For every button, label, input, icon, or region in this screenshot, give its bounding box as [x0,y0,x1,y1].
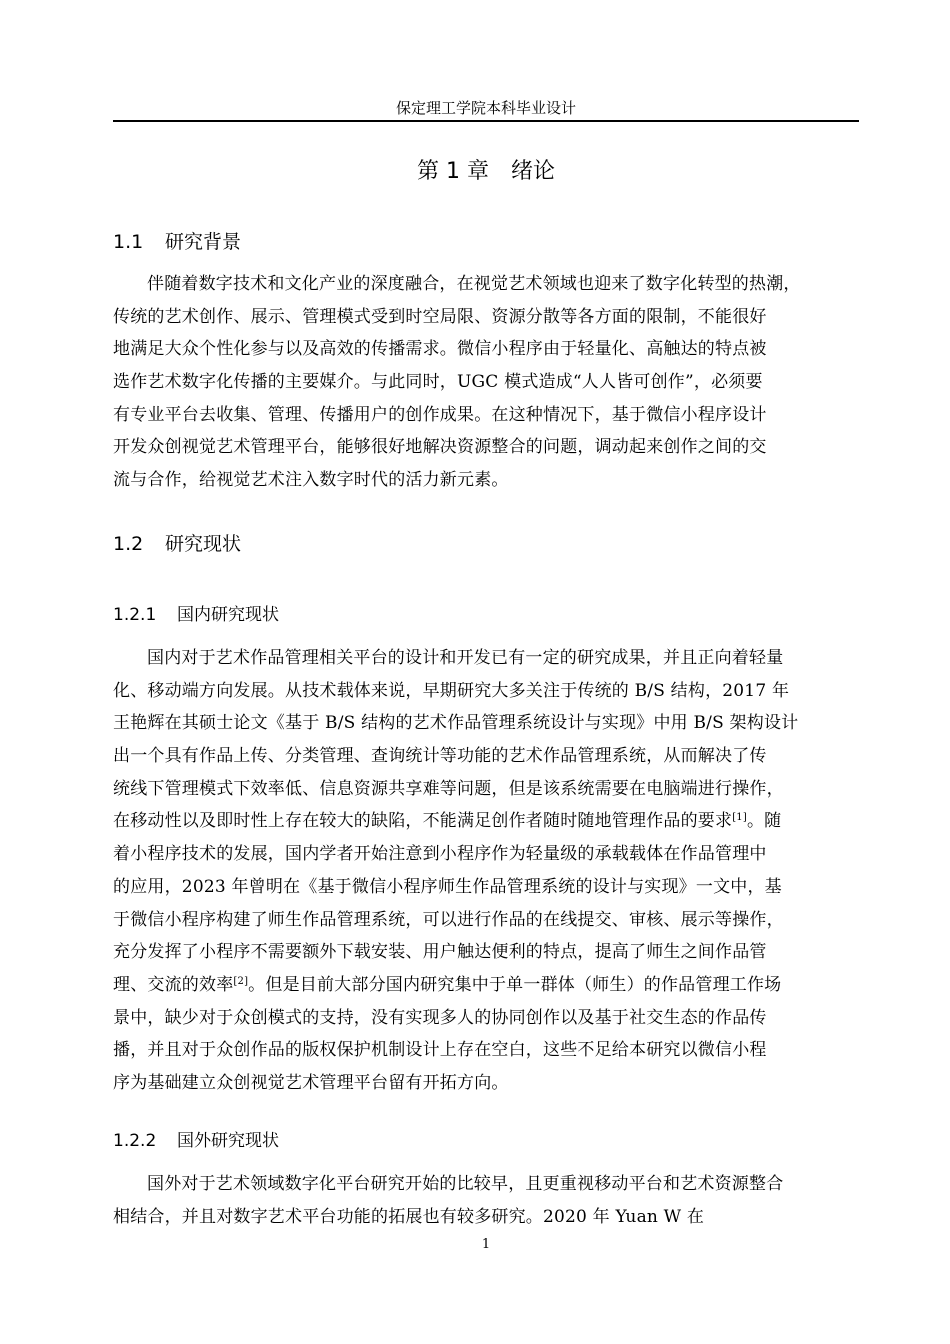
section-heading-1-1 [113,228,241,256]
paragraph-domestic-research [113,642,873,1100]
subsection-heading-1-2-2 [113,1128,279,1154]
subsection-title: 国内研究现状 [177,605,279,625]
paragraph-research-background [113,268,873,497]
citation-ref[interactable]: [2] [233,975,249,987]
paragraph-line: 出一个具有作品上传、分类管理、查询统计等功能的艺术作品管理系统，从而解决了传 [113,746,767,767]
paragraph-line [113,805,873,838]
paragraph-line: 传统的艺术创作、展示、管理模式受到时空局限、资源分散等各方面的限制，不能很好 [113,306,767,327]
paragraph-line: 相结合，并且对数字艺术平台功能的拓展也有较多研究。2020 年 Yuan W 在 [113,1206,705,1227]
section-title: 研究背景 [165,231,242,253]
paragraph-line: 的应用，2023 年曾明在《基于微信小程序师生作品管理系统的设计与实现》一文中，基 [113,876,782,897]
paragraph-line: 流与合作，给视觉艺术注入数字时代的活力新元素。 [113,470,509,491]
subsection-title: 国外研究现状 [177,1131,279,1151]
paragraph-line: 播，并且对于众创作品的版权保护机制设计上存在空白，这些不足给本研究以微信小程 [113,1040,767,1061]
line-text: 。但是目前大部分国内研究集中于单一群体（师生）的作品管理工作场 [248,974,782,995]
paragraph-line: 化、移动端方向发展。从技术载体来说，早期研究大多关注于传统的 B/S 结构，2017 年 [113,680,790,701]
paragraph-line: 景中，缺少对于众创模式的支持，没有实现多人的协同创作以及基于社交生态的作品传 [113,1007,767,1028]
line-text: 在移动性以及即时性上存在较大的缺陷，不能满足创作者随时随地管理作品的要求 [113,811,733,832]
line-text: 理、交流的效率 [113,974,234,995]
paragraph-line: 国外对于艺术领域数字化平台研究开始的比较早，且更重视移动平台和艺术资源整合 [147,1174,784,1194]
paragraph-line: 地满足大众个性化参与以及高效的传播需求。微信小程序由于轻量化、高触达的特点被 [113,339,767,360]
page-number: 1 [481,1237,491,1252]
paragraph-line: 统线下管理模式下效率低、信息资源共享难等问题，但是该系统需要在电脑端进行操作， [113,778,784,799]
paragraph-line: 有专业平台去收集、管理、传播用户的创作成果。在这种情况下，基于微信小程序设计 [113,404,767,425]
paragraph-line: 序为基础建立众创视觉艺术管理平台留有开拓方向。 [113,1072,509,1093]
paragraph-line: 王艳辉在其硕士论文《基于 B/S 结构的艺术作品管理系统设计与实现》中用 B/S 架构设计 [113,713,799,734]
subsection-heading-1-2-1 [113,602,279,628]
section-title: 研究现状 [165,533,242,555]
paragraph-line: 于微信小程序构建了师生作品管理系统，可以进行作品的在线提交、审核、展示等操作， [113,909,784,930]
section-heading-1-2 [113,530,241,558]
paragraph-line [113,969,873,1002]
chapter-number: 第 1 章 [417,159,489,184]
running-header: 保定理工学院本科毕业设计 [395,99,576,117]
paragraph-line: 充分发挥了小程序不需要额外下载安装、用户触达便利的特点，提高了师生之间作品管 [113,942,767,963]
section-number: 1.2 [113,533,144,555]
paragraph-line: 开发众创视觉艺术管理平台，能够很好地解决资源整合的问题，调动起来创作之间的交 [113,437,767,458]
paragraph-line: 国内对于艺术作品管理相关平台的设计和开发已有一定的研究成果，并且正向着轻量 [147,648,784,668]
chapter-title [113,156,859,188]
paragraph-line: 着小程序技术的发展，国内学者开始注意到小程序作为轻量级的承载载体在作品管理中 [113,844,767,865]
header-rule [113,120,859,122]
subsection-number: 1.2.2 [113,1131,157,1151]
line-text: 。随 [746,811,782,832]
citation-ref[interactable]: [1] [732,812,747,824]
subsection-number: 1.2.1 [113,605,157,625]
section-number: 1.1 [113,231,144,253]
paragraph-foreign-research [113,1168,873,1233]
paragraph-line: 选作艺术数字化传播的主要媒介。与此同时，UGC 模式造成“人人皆可创作”，必须要 [113,372,763,393]
chapter-name: 绪论 [510,159,555,184]
paragraph-line: 伴随着数字技术和文化产业的深度融合，在视觉艺术领域也迎来了数字化转型的热潮， [147,274,801,294]
